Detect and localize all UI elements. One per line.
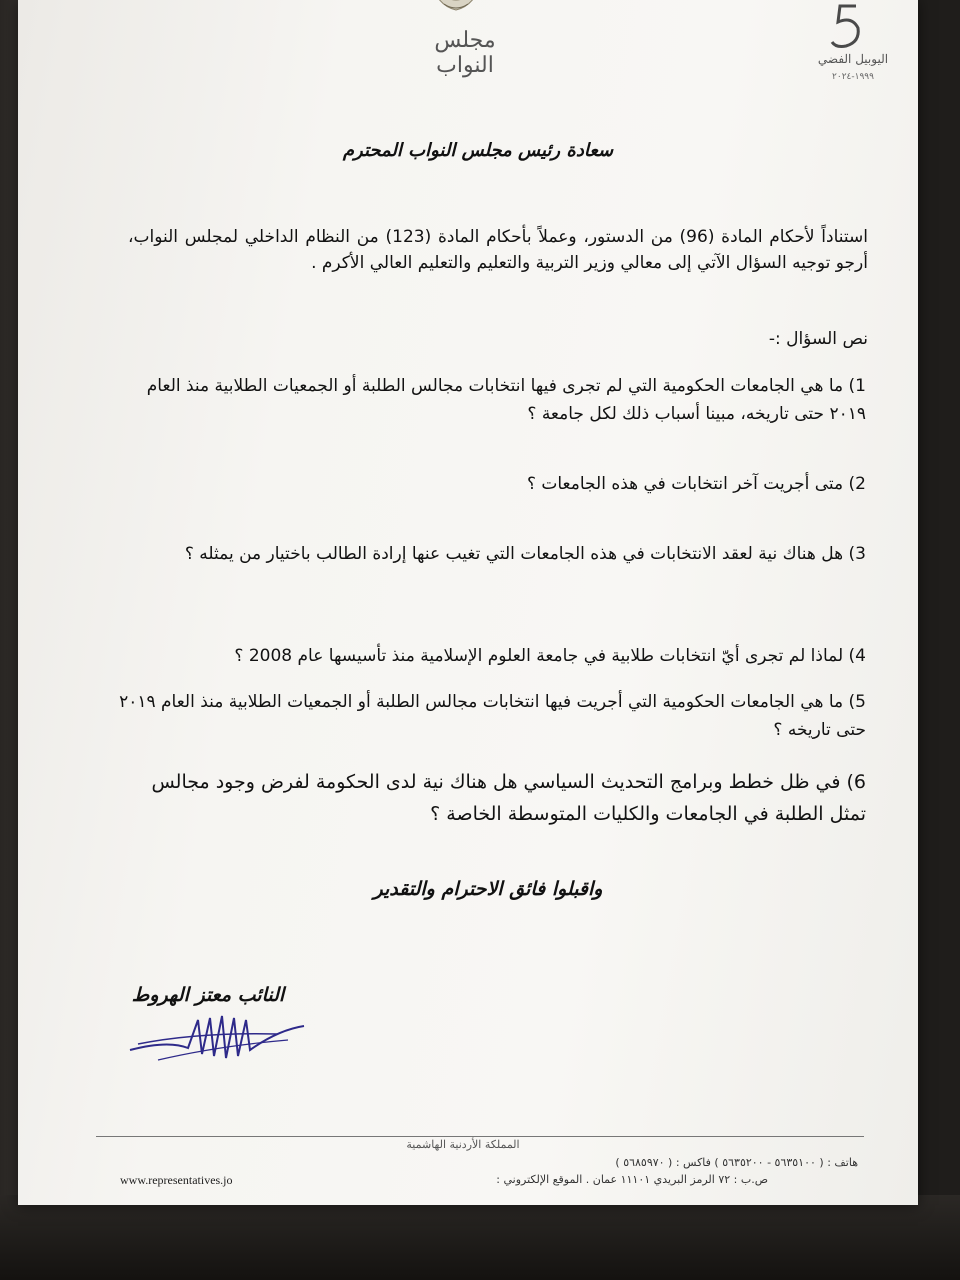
- question-item: 5) ما هي الجامعات الحكومية التي أجريت فيها انتخابات مجالس الطلبة أو الجمعيات الطلابية منذ العام ٢٠١٩ حتى تاريخه ؟: [119, 692, 866, 740]
- question-item: 4) لماذا لم تجرى أيّ انتخابات طلابية في جامعة العلوم الإسلامية منذ تأسيسها عام 2008 ؟: [234, 646, 866, 666]
- signature-icon: [128, 1010, 308, 1072]
- intro-paragraph: استناداً لأحكام المادة (96) من الدستور، وعملاً بأحكام المادة (123) من النظام الداخلي لمجلس النواب، أرجو توجيه السؤال الآتي إلى معالي وزير التربية والتعليم والتعليم العالي الأكرم .: [128, 227, 868, 273]
- signatory-name: النائب معتز الهروط: [131, 984, 285, 1006]
- question-item: 2) متى أجريت آخر انتخابات في هذه الجامعات ؟: [526, 474, 866, 494]
- footer-kingdom: المملكة الأردنية الهاشمية: [406, 1138, 520, 1151]
- question-item: 6) في ظل خطط وبرامج التحديث السياسي هل هناك نية لدى الحكومة لفرض وجود مجالس تمثل الطلبة في الجامعات والكليات المتوسطة الخاصة ؟: [151, 771, 866, 825]
- footer-contact: هاتف : ( ٥٦٣٥١٠٠ - ٥٦٣٥٢٠٠ ) فاكس : ( ٥٦٨٥٩٧٠ ): [615, 1156, 858, 1169]
- floor-background: [0, 1195, 960, 1280]
- closing-line: واقبلوا فائق الاحترام والتقدير: [373, 878, 603, 900]
- question-item: 3) هل هناك نية لعقد الانتخابات في هذه الجامعات التي تغيب عنها إرادة الطالب باختيار من يمثله ؟: [184, 544, 866, 564]
- council-name: مجلس النواب: [434, 28, 496, 78]
- salutation: سعادة رئيس مجلس النواب المحترم: [342, 140, 614, 161]
- anniversary-logo-icon: [818, 2, 884, 52]
- jubilee-mark: اليوبيل الفضي: [817, 52, 889, 66]
- royal-crest-icon: [424, 0, 488, 14]
- footer-divider: [96, 1136, 864, 1137]
- footer-website[interactable]: www.representatives.jo: [120, 1173, 233, 1187]
- question-item: 1) ما هي الجامعات الحكومية التي لم تجرى فيها انتخابات مجالس الطلبة أو الجمعيات الطلابية منذ العام ٢٠١٩ حتى تاريخه، مبينا أسباب ذلك لكل جامعة ؟: [146, 376, 866, 424]
- letter-page: [18, 0, 918, 1205]
- footer-address: ص.ب : ٧٢ الرمز البريدي ١١١٠١ عمان . الموقع الإلكتروني :: [496, 1173, 768, 1186]
- jubilee-years: ١٩٩٩-٢٠٢٤: [832, 72, 874, 82]
- question-heading: نص السؤال :-: [768, 329, 868, 349]
